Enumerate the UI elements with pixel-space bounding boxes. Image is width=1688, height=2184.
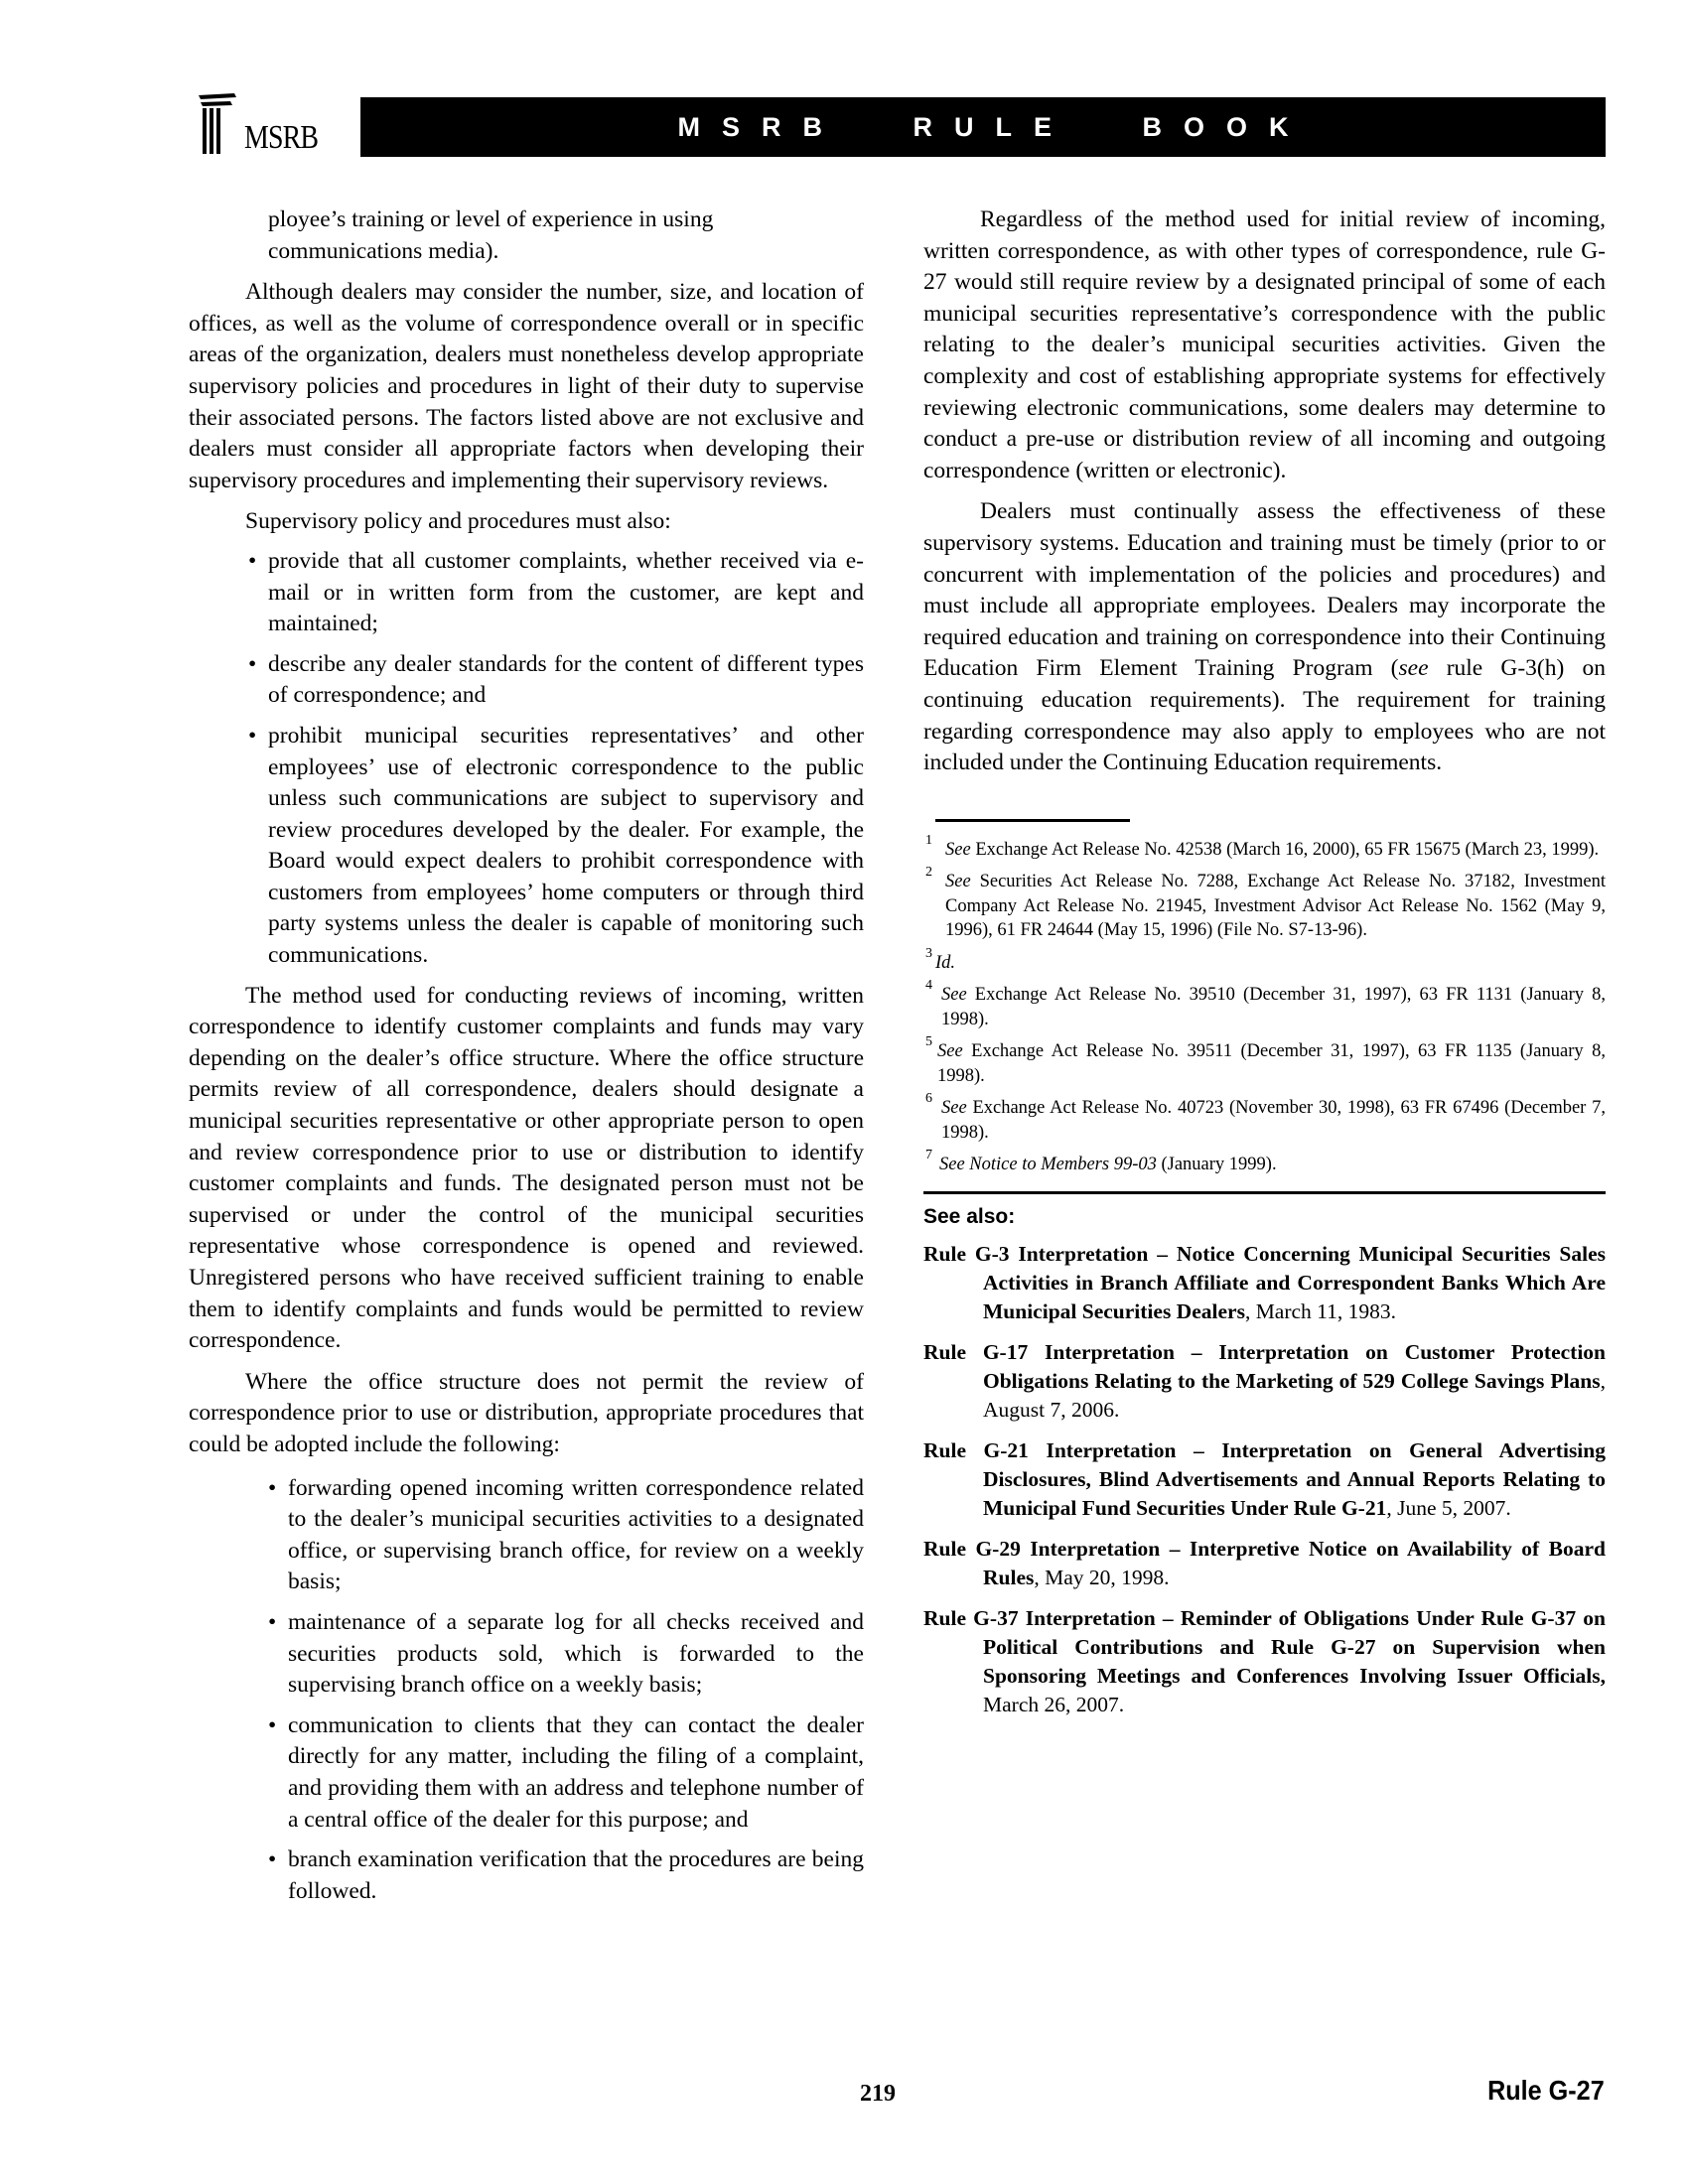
column-pillar-icon	[195, 91, 244, 157]
list-item: • describe any dealer standards for the content of different types of correspondence; and	[248, 650, 864, 709]
paragraph: Regardless of the method used for initial review of incoming, written correspondence, as with other types of correspondence, rule G-27 would still require review by a designated principal of some of each municipal securities representative’s correspondence with the public relating to the dealer’s municipal securities activities. Given the complexity and cost of establishing appropriate systems for effectively reviewing electronic communications, some dealers may determine to conduct a pre-use or distribution review of all incoming and outgoing correspondence (written or electronic).	[923, 206, 1606, 483]
header-title: MSRB RULE BOOK	[677, 111, 1311, 142]
bullet-icon: •	[268, 1474, 277, 1501]
see-also-link[interactable]: Rule G-3 Interpretation – Notice Concerning Municipal Securities Sales Activities in Branch Affiliate and Correspondent Banks Which Are Municipal Securities Dealers, March 11, 1983.	[923, 1241, 1606, 1323]
page-number: 219	[860, 2081, 896, 2107]
see-also-link[interactable]: Rule G-17 Interpretation – Interpretation on Customer Protection Obligations Relating to the Marketing of 529 College Savings Plans, August 7, 2006.	[923, 1339, 1606, 1422]
paragraph: Where the office structure does not permit the review of correspondence prior to use or distribution, appropriate procedures that could be adopted include the following:	[189, 1368, 864, 1457]
msrb-logo	[195, 91, 344, 161]
bullet-icon: •	[268, 1846, 277, 1873]
paragraph: The method used for conducting reviews of incoming, written correspondence to identify customer complaints and funds may vary depending on the dealer’s office structure. Where the office structure permits review of all correspondence, dealers should designate a municipal securities representative or other appropriate person to open and review correspondence prior to use or distribution to identify customer complaints and funds. The designated person must not be supervised or under the control of the municipal securities representative whose correspondence is opened and reviewed. Unregistered persons who have received sufficient training to enable them to identify complaints and funds would be permitted to review correspondence.	[189, 982, 864, 1354]
paragraph: Dealers must continually assess the effectiveness of these supervisory systems. Education and training must be timely (prior to or concurrent with implementation of the policies and procedures) and must include all appropriate employees. Dealers may incorporate the required education and training on correspondence into their Continuing Education Firm Element Training Program (see rule G-3(h) on continuing education requirements). The requirement for training regarding correspondence may also apply to employees who are not included under the Continuing Education requirements.	[923, 498, 1606, 776]
bullet-icon: •	[248, 650, 257, 677]
bullet-list	[189, 546, 864, 972]
footnote: 3 Id.	[925, 945, 956, 973]
paragraph: ployee’s training or level of experience in using communications media).	[268, 206, 714, 264]
footnote-separator	[935, 819, 1130, 822]
list-item: • maintenance of a separate log for all checks received and securities products sold, which is forwarded to the supervising branch office on a weekly basis;	[268, 1608, 864, 1699]
logo-text: MSRB	[244, 119, 319, 156]
bullet-icon: •	[268, 1608, 277, 1635]
footnote: 5 See Exchange Act Release No. 39511 (December 31, 1997), 63 FR 1135 (January 8, 1998).	[925, 1034, 1606, 1086]
right-column	[923, 205, 1606, 1731]
see-also-link[interactable]: Rule G-21 Interpretation – Interpretation on General Advertising Disclosures, Blind Advertisements and Annual Reports Relating to Municipal Fund Securities Under Rule G-21, June 5, 2007.	[923, 1437, 1606, 1520]
list-item: • provide that all customer complaints, whether received via e-mail or in written form from the customer, are kept and maintained;	[248, 547, 864, 637]
list-item: • communication to clients that they can contact the dealer directly for any matter, including the filing of a complaint, and providing them with an address and telephone number of a central office of the dealer for this purpose; and	[268, 1711, 864, 1833]
list-item: • forwarding opened incoming written correspondence related to the dealer’s municipal securities activities to a designated office, or supervising branch office, for review on a weekly basis;	[268, 1474, 864, 1595]
rule-label: Rule G-27	[1487, 2075, 1605, 2106]
list-item: • branch examination verification that the procedures are being followed.	[268, 1846, 864, 1904]
footnote: 6 See Exchange Act Release No. 40723 (November 30, 1998), 63 FR 67496 (December 7, 1998).	[925, 1091, 1606, 1143]
see-also-heading: See also:	[923, 1204, 1016, 1228]
bullet-list	[189, 1473, 864, 1908]
bullet-icon: •	[268, 1711, 277, 1738]
list-item: • prohibit municipal securities representatives’ and other employees’ use of electronic correspondence to the public unless such communications are subject to supervisory and review procedures developed by the dealer. For example, the Board would expect dealers to prohibit correspondence with customers from employees’ home computers or through third party systems unless the dealer is capable of monitoring such communications.	[248, 722, 864, 969]
bullet-icon: •	[248, 547, 257, 574]
see-also-link[interactable]: Rule G-29 Interpretation – Interpretive Notice on Availability of Board Rules, May 20, 1998.	[923, 1536, 1606, 1589]
header-bar	[360, 97, 1606, 157]
paragraph: Supervisory policy and procedures must also:	[245, 508, 671, 535]
bullet-icon: •	[248, 722, 257, 749]
footnote: 1 See Exchange Act Release No. 42538 (March 16, 2000), 65 FR 15675 (March 23, 1999).	[925, 832, 1600, 860]
paragraph: Although dealers may consider the number, size, and location of offices, as well as the volume of correspondence overall or in specific areas of the organization, dealers must nonetheless develop appropriate supervisory policies and procedures in light of their duty to supervise their associated persons. The factors listed above are not exclusive and dealers must consider all appropriate factors when developing their supervisory procedures and implementing their supervisory reviews.	[189, 279, 864, 493]
footnote: 4 See Exchange Act Release No. 39510 (December 31, 1997), 63 FR 1131 (January 8, 1998).	[925, 978, 1606, 1029]
see-also-separator	[923, 1191, 1606, 1194]
left-column	[189, 205, 864, 1916]
footnote: 7 See Notice to Members 99-03 (January 1999).	[925, 1148, 1277, 1175]
see-also-link[interactable]: Rule G-37 Interpretation – Reminder of Obligations Under Rule G-37 on Political Contributions and Rule G-27 on Supervision when Sponsoring Meetings and Conferences Involving Issuer Officials, March 26, 2007.	[923, 1605, 1606, 1716]
footnote: 2 See Securities Act Release No. 7288, Exchange Act Release No. 37182, Investment Company Act Release No. 21945, Investment Advisor Act Release No. 1562 (May 9, 1996), 61 FR 24644 (May 15, 1996) (File No. S7-13-96).	[925, 865, 1606, 941]
